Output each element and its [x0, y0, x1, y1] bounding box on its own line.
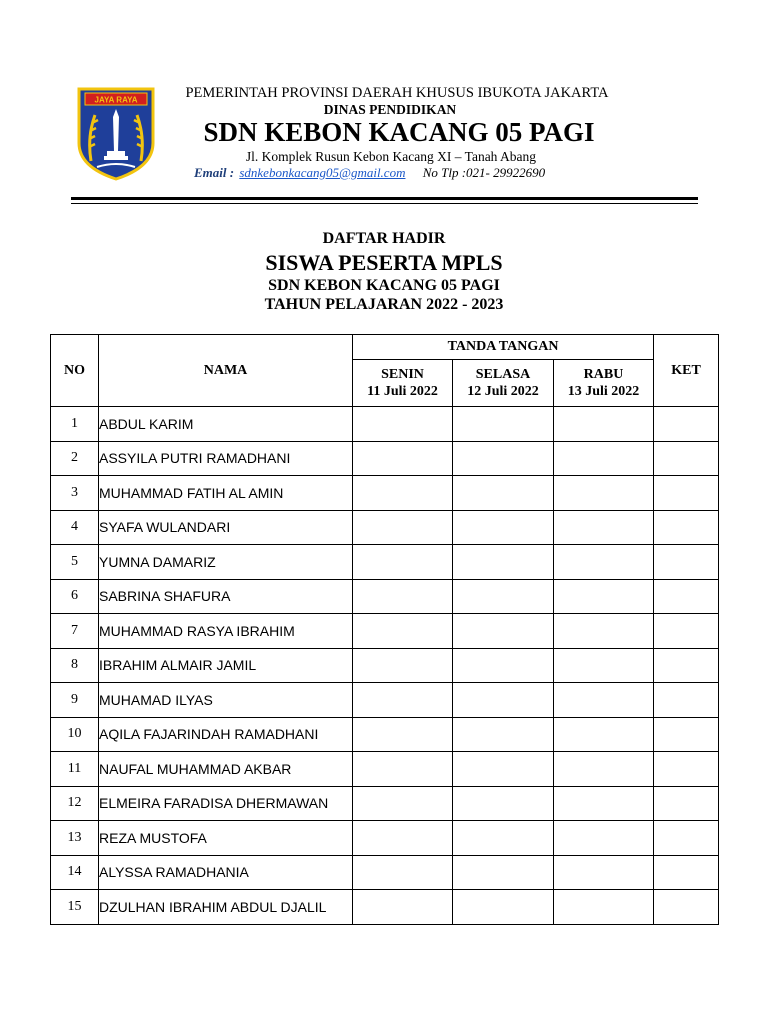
- attendance-table: [50, 334, 719, 925]
- signature-cell-selasa[interactable]: [453, 441, 554, 476]
- signature-cell-selasa[interactable]: [453, 752, 554, 787]
- table-row: [51, 545, 719, 580]
- signature-cell-selasa[interactable]: [453, 614, 554, 649]
- row-number: 9: [51, 683, 99, 718]
- day-date: 13 Juli 2022: [567, 384, 640, 399]
- student-name: SABRINA SHAFURA: [99, 579, 353, 614]
- table-row: [51, 510, 719, 545]
- header-name: NAMA: [99, 335, 353, 407]
- email-label: Email :: [194, 165, 235, 180]
- signature-cell-senin[interactable]: [353, 407, 453, 442]
- document-school: SDN KEBON KACANG 05 PAGI: [268, 277, 500, 294]
- table-row: [51, 890, 719, 925]
- signature-cell-selasa[interactable]: [453, 579, 554, 614]
- signature-cell-senin[interactable]: [353, 683, 453, 718]
- signature-cell-rabu[interactable]: [554, 510, 654, 545]
- signature-cell-selasa[interactable]: [453, 821, 554, 856]
- row-number: 14: [51, 855, 99, 890]
- student-name: AQILA FAJARINDAH RAMADHANI: [99, 717, 353, 752]
- student-name: SYAFA WULANDARI: [99, 510, 353, 545]
- signature-cell-senin[interactable]: [353, 441, 453, 476]
- student-name: REZA MUSTOFA: [99, 821, 353, 856]
- signature-cell-selasa[interactable]: [453, 855, 554, 890]
- signature-cell-rabu[interactable]: [554, 545, 654, 580]
- row-number: 6: [51, 579, 99, 614]
- row-number: 15: [51, 890, 99, 925]
- letterhead: [0, 0, 768, 210]
- note-cell[interactable]: [654, 614, 719, 649]
- student-name: MUHAMAD ILYAS: [99, 683, 353, 718]
- note-cell[interactable]: [654, 545, 719, 580]
- signature-cell-senin[interactable]: [353, 786, 453, 821]
- note-cell[interactable]: [654, 407, 719, 442]
- row-number: 10: [51, 717, 99, 752]
- header-signature: TANDA TANGAN: [353, 335, 654, 360]
- note-cell[interactable]: [654, 648, 719, 683]
- signature-cell-senin[interactable]: [353, 717, 453, 752]
- day-name: RABU: [583, 367, 624, 382]
- table-row: [51, 786, 719, 821]
- signature-cell-senin[interactable]: [353, 476, 453, 511]
- signature-cell-selasa[interactable]: [453, 510, 554, 545]
- student-name: IBRAHIM ALMAIR JAMIL: [99, 648, 353, 683]
- signature-cell-rabu[interactable]: [554, 648, 654, 683]
- table-row: [51, 441, 719, 476]
- table-row: [51, 821, 719, 856]
- note-cell[interactable]: [654, 510, 719, 545]
- signature-cell-senin[interactable]: [353, 648, 453, 683]
- letterhead-contact: [194, 165, 545, 181]
- signature-cell-rabu[interactable]: [554, 407, 654, 442]
- letterhead-address: Jl. Komplek Rusun Kebon Kacang XI – Tanah Abang: [245, 149, 537, 164]
- signature-cell-rabu[interactable]: [554, 683, 654, 718]
- document-subtitle: SISWA PESERTA MPLS: [265, 250, 503, 275]
- row-number: 11: [51, 752, 99, 787]
- signature-cell-senin[interactable]: [353, 579, 453, 614]
- row-number: 13: [51, 821, 99, 856]
- signature-cell-senin[interactable]: [353, 890, 453, 925]
- student-name: DZULHAN IBRAHIM ABDUL DJALIL: [99, 890, 353, 925]
- student-name: NAUFAL MUHAMMAD AKBAR: [99, 752, 353, 787]
- row-number: 2: [51, 441, 99, 476]
- header-day-selasa: [453, 360, 554, 407]
- note-cell[interactable]: [654, 717, 719, 752]
- day-date: 12 Juli 2022: [467, 384, 539, 399]
- table-row: [51, 648, 719, 683]
- signature-cell-senin[interactable]: [353, 510, 453, 545]
- signature-cell-senin[interactable]: [353, 752, 453, 787]
- attendance-rows: [51, 407, 719, 925]
- note-cell[interactable]: [654, 855, 719, 890]
- signature-cell-rabu[interactable]: [554, 441, 654, 476]
- signature-cell-rabu[interactable]: [554, 890, 654, 925]
- header-day-rabu: [554, 360, 654, 407]
- row-number: 5: [51, 545, 99, 580]
- student-name: MUHAMMAD RASYA IBRAHIM: [99, 614, 353, 649]
- email-link[interactable]: sdnkebonkacang05@gmail.com: [239, 165, 406, 180]
- row-number: 1: [51, 407, 99, 442]
- signature-cell-selasa[interactable]: [453, 407, 554, 442]
- table-row: [51, 614, 719, 649]
- signature-cell-senin[interactable]: [353, 545, 453, 580]
- signature-cell-selasa[interactable]: [453, 648, 554, 683]
- signature-cell-senin[interactable]: [353, 614, 453, 649]
- student-name: ABDUL KARIM: [99, 407, 353, 442]
- table-row: [51, 752, 719, 787]
- table-row: [51, 579, 719, 614]
- signature-cell-rabu[interactable]: [554, 476, 654, 511]
- signature-cell-selasa[interactable]: [453, 890, 554, 925]
- signature-cell-rabu[interactable]: [554, 786, 654, 821]
- signature-cell-selasa[interactable]: [453, 786, 554, 821]
- letterhead-department: DINAS PENDIDIKAN: [323, 102, 457, 117]
- header-note: KET: [654, 335, 719, 407]
- table-row: [51, 717, 719, 752]
- note-cell[interactable]: [654, 441, 719, 476]
- letterhead-government: PEMERINTAH PROVINSI DAERAH KHUSUS IBUKOTA JAKARTA: [185, 85, 609, 101]
- note-cell[interactable]: [654, 683, 719, 718]
- header-day-senin: [353, 360, 453, 407]
- table-row: [51, 407, 719, 442]
- note-cell[interactable]: [654, 752, 719, 787]
- signature-cell-rabu[interactable]: [554, 821, 654, 856]
- row-number: 7: [51, 614, 99, 649]
- signature-cell-selasa[interactable]: [453, 717, 554, 752]
- row-number: 12: [51, 786, 99, 821]
- student-name: MUHAMMAD FATIH AL AMIN: [99, 476, 353, 511]
- row-number: 4: [51, 510, 99, 545]
- table-row: [51, 476, 719, 511]
- note-cell[interactable]: [654, 821, 719, 856]
- letterhead-divider-thick: [71, 197, 698, 200]
- table-row: [51, 683, 719, 718]
- signature-cell-senin[interactable]: [353, 855, 453, 890]
- signature-cell-senin[interactable]: [353, 821, 453, 856]
- note-cell[interactable]: [654, 579, 719, 614]
- phone-number: No Tlp :021- 29922690: [422, 165, 546, 180]
- letterhead-divider-thin: [71, 203, 698, 204]
- signature-cell-rabu[interactable]: [554, 752, 654, 787]
- student-name: ELMEIRA FARADISA DHERMAWAN: [99, 786, 353, 821]
- signature-cell-selasa[interactable]: [453, 545, 554, 580]
- table-row: [51, 855, 719, 890]
- day-date: 11 Juli 2022: [367, 384, 438, 399]
- row-number: 8: [51, 648, 99, 683]
- student-name: YUMNA DAMARIZ: [99, 545, 353, 580]
- student-name: ASSYILA PUTRI RAMADHANI: [99, 441, 353, 476]
- note-cell[interactable]: [654, 786, 719, 821]
- document-academic-year: TAHUN PELAJARAN 2022 - 2023: [264, 296, 504, 313]
- signature-cell-rabu[interactable]: [554, 855, 654, 890]
- header-no: NO: [51, 335, 99, 407]
- document-title: DAFTAR HADIR: [322, 230, 446, 247]
- student-name: ALYSSA RAMADHANIA: [99, 855, 353, 890]
- signature-cell-selasa[interactable]: [453, 683, 554, 718]
- signature-cell-rabu[interactable]: [554, 717, 654, 752]
- svg-text:JAYA RAYA: JAYA RAYA: [94, 95, 138, 105]
- note-cell[interactable]: [654, 476, 719, 511]
- day-name: SENIN: [381, 367, 424, 382]
- signature-cell-rabu[interactable]: [554, 614, 654, 649]
- day-name: SELASA: [475, 367, 531, 382]
- letterhead-school-name: SDN KEBON KACANG 05 PAGI: [203, 117, 595, 147]
- signature-cell-selasa[interactable]: [453, 476, 554, 511]
- note-cell[interactable]: [654, 890, 719, 925]
- row-number: 3: [51, 476, 99, 511]
- signature-cell-rabu[interactable]: [554, 579, 654, 614]
